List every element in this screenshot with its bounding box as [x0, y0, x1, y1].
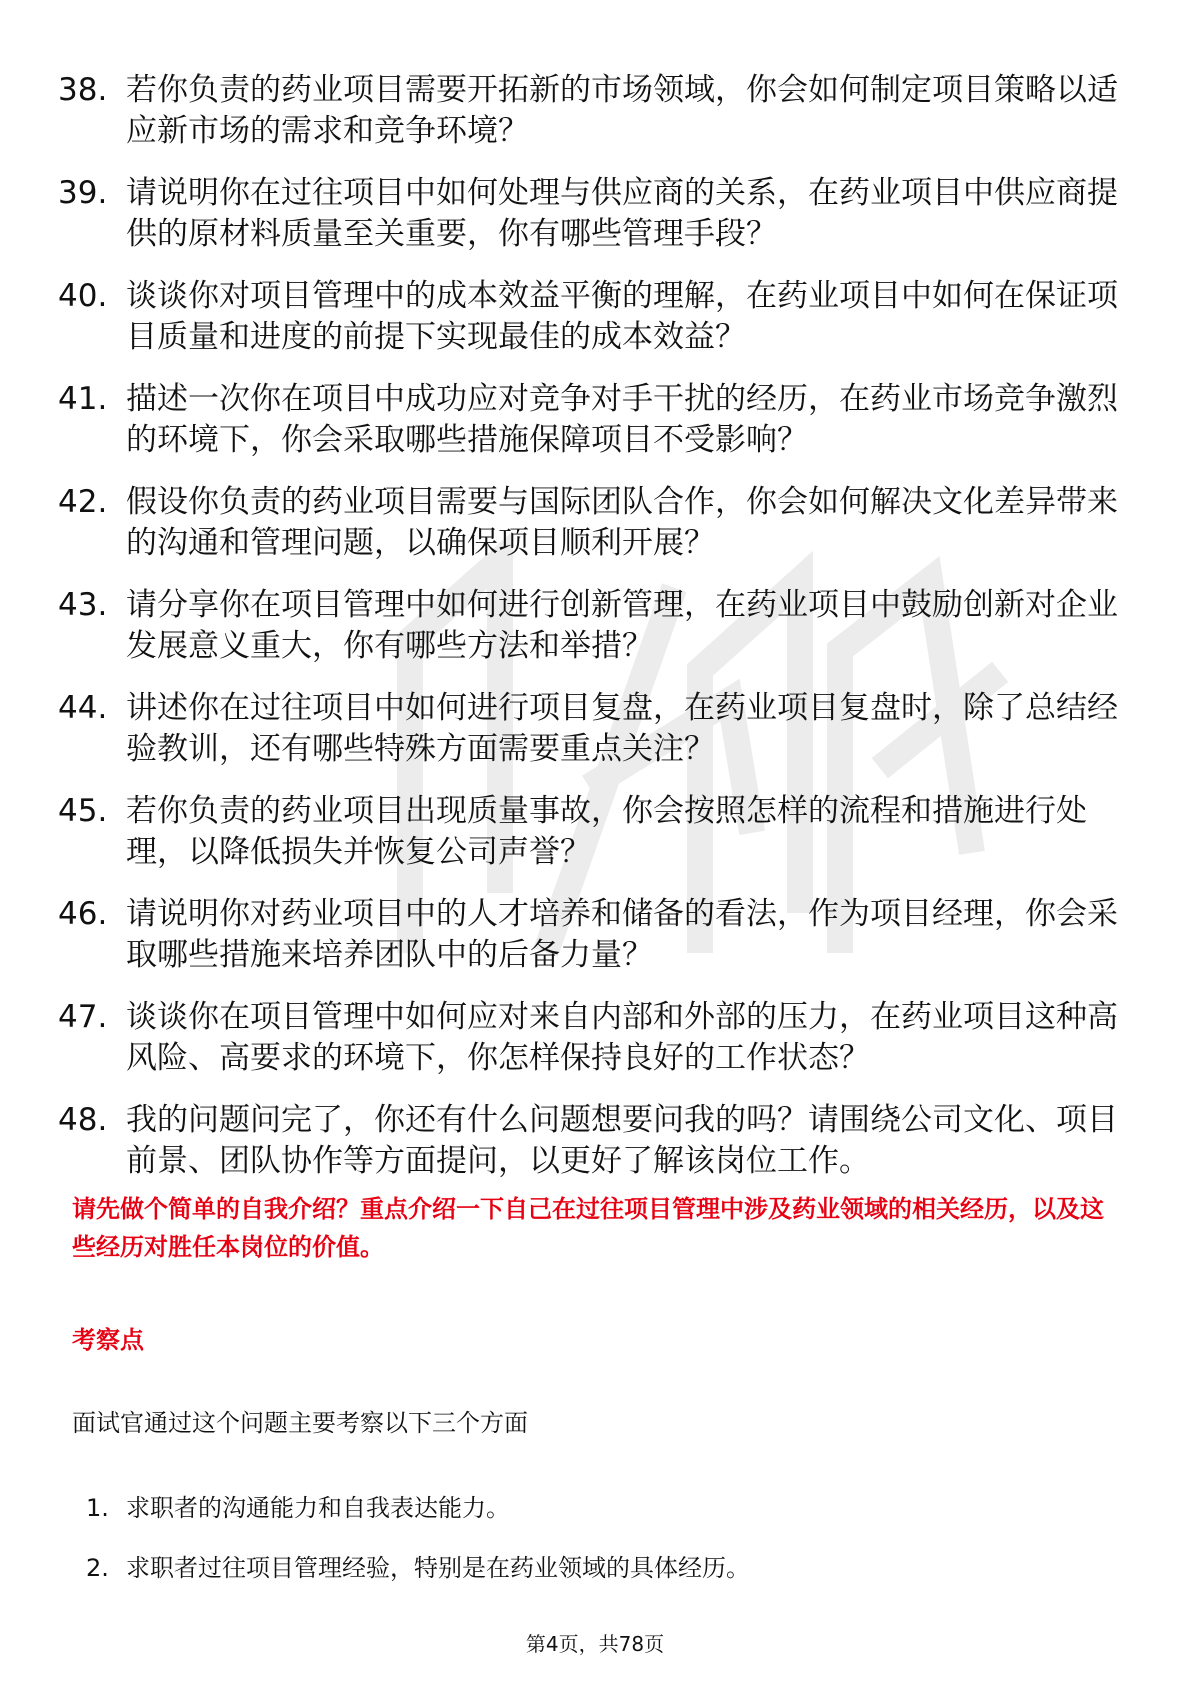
question-item [58, 688, 1118, 770]
question-text: 若你负责的药业项目出现质量事故，你会按照怎样的流程和措施进行处理，以降低损失并恢复公司声誉？ [126, 793, 1087, 870]
question-item [58, 997, 1118, 1079]
question-number: 42. [58, 484, 108, 520]
question-item [58, 70, 1118, 152]
list-item [86, 1491, 1116, 1525]
point-number: 1. [86, 1494, 109, 1522]
question-item [58, 173, 1118, 255]
question-number: 48. [58, 1102, 108, 1138]
question-number: 40. [58, 278, 108, 314]
evaluation-points-list [86, 1491, 1116, 1611]
question-number: 43. [58, 587, 108, 623]
question-number: 47. [58, 999, 108, 1035]
list-item [86, 1551, 1116, 1585]
question-text: 假设你负责的药业项目需要与国际团队合作，你会如何解决文化差异带来的沟通和管理问题，以确保项目顺利开展？ [126, 484, 1118, 561]
question-text: 谈谈你对项目管理中的成本效益平衡的理解，在药业项目中如何在保证项目质量和进度的前提下实现最佳的成本效益？ [126, 278, 1118, 355]
question-item [58, 894, 1118, 976]
question-number: 41. [58, 381, 108, 417]
point-text: 求职者的沟通能力和自我表达能力。 [126, 1494, 510, 1522]
point-number: 2. [86, 1554, 109, 1582]
question-list [58, 70, 1118, 1203]
question-text: 谈谈你在项目管理中如何应对来自内部和外部的压力，在药业项目这种高风险、高要求的环境下，你怎样保持良好的工作状态？ [126, 999, 1118, 1076]
question-text: 我的问题问完了，你还有什么问题想要问我的吗？请围绕公司文化、项目前景、团队协作等方面提问，以更好了解该岗位工作。 [126, 1102, 1118, 1179]
question-text: 讲述你在过往项目中如何进行项目复盘，在药业项目复盘时，除了总结经验教训，还有哪些特殊方面需要重点关注？ [126, 690, 1118, 767]
point-text: 求职者过往项目管理经验，特别是在药业领域的具体经历。 [126, 1554, 750, 1582]
question-item [58, 585, 1118, 667]
section-intro: 面试官通过这个问题主要考察以下三个方面 [72, 1409, 528, 1437]
question-item [58, 276, 1118, 358]
question-text: 请说明你对药业项目中的人才培养和储备的看法，作为项目经理，你会采取哪些措施来培养团队中的后备力量？ [126, 896, 1118, 973]
question-number: 39. [58, 175, 108, 211]
question-number: 38. [58, 72, 108, 108]
question-number: 45. [58, 793, 108, 829]
question-text: 请说明你在过往项目中如何处理与供应商的关系，在药业项目中供应商提供的原材料质量至关重要，你有哪些管理手段？ [126, 175, 1118, 252]
question-item [58, 482, 1118, 564]
question-number: 44. [58, 690, 108, 726]
question-text: 请分享你在项目管理中如何进行创新管理，在药业项目中鼓励创新对企业发展意义重大，你有哪些方法和举措？ [126, 587, 1118, 664]
question-item [58, 1100, 1118, 1182]
question-text: 描述一次你在项目中成功应对竞争对手干扰的经历，在药业市场竞争激烈的环境下，你会采取哪些措施保障项目不受影响？ [126, 381, 1118, 458]
interview-prompt-heading: 请先做个简单的自我介绍？重点介绍一下自己在过往项目管理中涉及药业领域的相关经历，以及这些经历对胜任本岗位的价值。 [72, 1195, 1104, 1261]
question-text: 若你负责的药业项目需要开拓新的市场领域，你会如何制定项目策略以适应新市场的需求和竞争环境？ [126, 72, 1118, 149]
question-number: 46. [58, 896, 108, 932]
question-item [58, 791, 1118, 873]
question-item [58, 379, 1118, 461]
page-footer: 第4页，共78页 [525, 1632, 665, 1656]
section-label: 考察点 [72, 1326, 144, 1354]
